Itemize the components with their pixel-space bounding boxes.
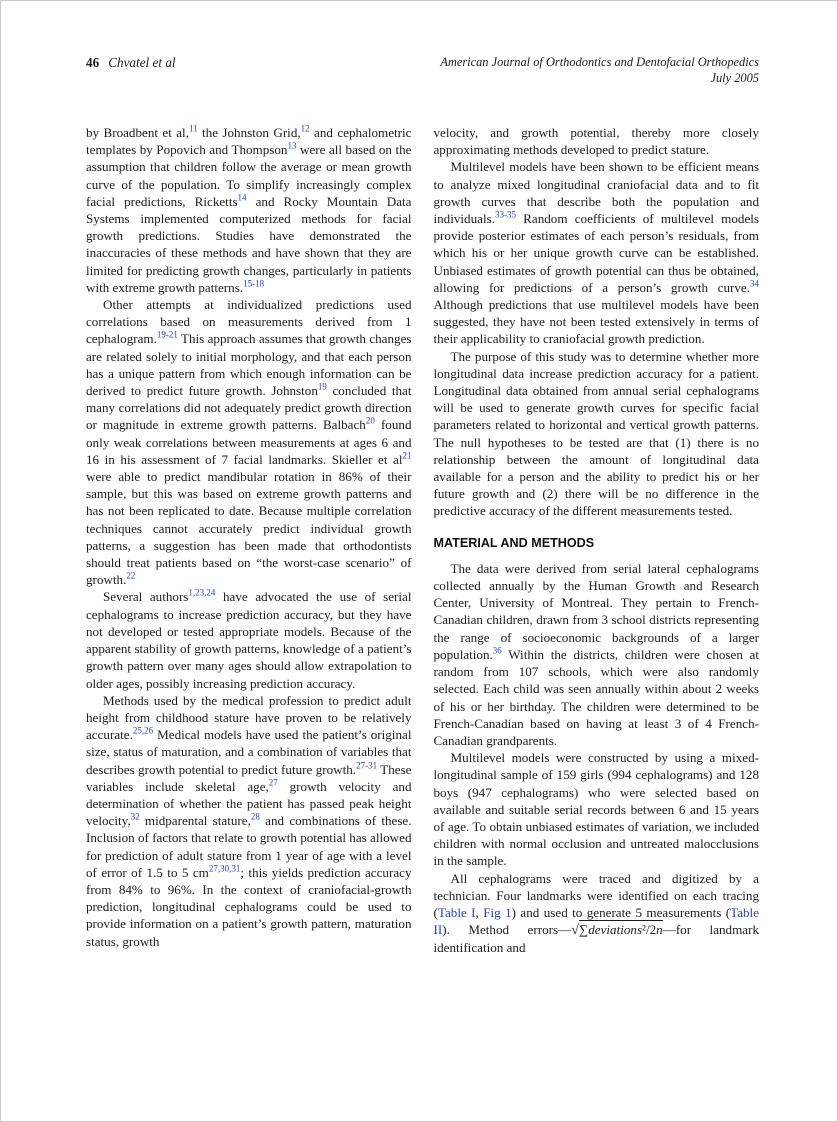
running-head-right [440, 55, 759, 86]
reference-link[interactable]: 1,23,24 [188, 588, 216, 599]
reference-link[interactable]: 32 [130, 811, 140, 822]
reference-link[interactable]: 13 [287, 140, 297, 151]
page-number: 46 [86, 55, 100, 70]
right-column [434, 124, 760, 957]
section-heading: MATERIAL AND METHODS [433, 535, 595, 550]
cross-reference-link[interactable]: Table I [437, 904, 476, 920]
journal-title: American Journal of Orthodontics and Dentofacial Orthopedics [440, 55, 759, 69]
reference-link[interactable]: 22 [126, 570, 136, 581]
paragraph: Multilevel models have been shown to be efficient means to analyze mixed longitudinal craniofacial data and to fit growth curves that describe both the population and individuals.$^{33-35}$ Random coefficients of multilevel models provide posterior estimates of each person’s residuals, from which his or her unique growth curve can be established. Unbiased estimates of growth potential can thus be obtained, allowing for predictions of a person’s growth curve.$^{34}$ Although predictions that use multilevel models have been suggested, they have not been tested extensively in terms of their applicability to craniofacial growth prediction. [433, 159, 759, 347]
reference-link[interactable]: 28 [250, 811, 260, 822]
paragraph: Multilevel models were constructed by using a mixed-longitudinal sample of 159 girls (994 cephalograms) and 128 boys (947 cephalograms) who were selected based on available and suitable serial records between 6 and 15 years of age. To obtain unbiased estimates of variation, we included children with normal occlusion and untreated malocclusions in the sample. [433, 750, 759, 869]
issue-date: July 2005 [710, 70, 759, 85]
method-error-formula: √∑deviations²/2n [571, 922, 663, 939]
reference-link[interactable]: 27,30,31 [208, 863, 241, 874]
running-head-left [86, 55, 176, 71]
paragraph: Methods used by the medical profession to predict adult height from childhood stature have proven to be relatively accurate.$^{25,26}$ Medical models have used the patient’s original size, status of maturation, and a combination of variables that describes growth potential to predict future growth.$^{27-31}$ These variables include skeletal age,$^{27}$ growth velocity and determination of whether the patient has passed peak height velocity,$^{32}$ midparental stature,$^{28}$ and combinations of these. Inclusion of factors that relate to growth potential has allowed for prediction of adult stature from 1 year of age with a level of error of 1.5 to 5 cm$^{27,30,31}$; this yields prediction accuracy from 84% to 96%. In the context of craniofacial-growth prediction, longitudinal cephalograms could be used to provide information on a patient’s growth pattern, maturation status, growth [86, 692, 412, 949]
reference-link[interactable]: 15-18 [243, 278, 265, 289]
article-body [86, 124, 759, 957]
paragraph: The data were derived from serial lateral cephalograms collected annually by the Human Growth and Research Center, University of Montreal. They pertain to French-Canadian children, drawn from 3 school districts representing the range of socioeconomic backgrounds of a larger population.$^{36}$ Within the districts, children were chosen at random from 107 schools, which were also randomly selected. Each child was seen annually within about 2 weeks of his or her birthday. The children were determined to be French-Canadian based on having at least 3 of 4 French-Canadian grandparents. [433, 560, 759, 748]
paragraph: by Broadbent et al,$^{11}$ the Johnston Grid,$^{12}$ and cephalometric templates by Popovich and Thompson$^{13}$ were all based on the assumption that children follow the average or mean growth curve of the population. To simplify increasingly complex facial predictions, Ricketts$^{14}$ and Rocky Mountain Data Systems implemented computerized methods for facial growth predictions. Studies have demonstrated the inaccuracies of these methods and have shown that they are limited for predicting growth changes, particularly in patients with extreme growth patterns.$^{15-18}$ [86, 123, 412, 295]
reference-link[interactable]: 36 [492, 645, 502, 656]
paragraph: Other attempts at individualized predictions used correlations based on measurements derived from 1 cephalogram.$^{19-21}$ This approach assumes that growth changes are related solely to initial morphology, and that each person has a unique pattern from which enough information can be derived to predict future growth. Johnston$^{19}$ concluded that many correlations did not adequately predict growth direction or magnitude in extreme growth patterns. Balbach$^{20}$ found only weak correlations between measurements at ages 6 and 16 in his assessment of 7 facial landmarks. Skieller et al$^{21}$ were able to predict mandibular rotation in 86% of their sample, but this was based on extreme growth patterns and has not been replicated to date. Because multiple correlation techniques cannot accurately predict individual growth patterns, a suggestion has been made that orthodontists should treat patients based on “the worst-case scenario” of growth.$^{22}$ [86, 297, 412, 588]
reference-link[interactable]: 34 [750, 278, 759, 289]
reference-link[interactable]: 14 [237, 192, 247, 203]
left-column [86, 124, 412, 957]
reference-link[interactable]: 21 [402, 450, 412, 461]
reference-link[interactable]: 20 [365, 416, 375, 427]
paragraph: velocity, and growth potential, thereby more closely approximating methods developed to predict stature. [433, 125, 759, 158]
reference-link[interactable]: 12 [300, 123, 310, 134]
paragraph: The purpose of this study was to determine whether more longitudinal data increase prediction accuracy for a patient. Longitudinal data obtained from annual serial cephalograms will be used to generate growth curves for specific facial parameters related to horizontal and vertical growth patterns. The null hypotheses to be tested are that (1) there is no relationship between the amount of longitudinal data available for a person and the ability to predict his or her future growth and (2) there will be no difference in the predictive accuracy of the different measurements tested. [433, 348, 759, 519]
reference-link[interactable]: 25,26 [132, 725, 154, 736]
reference-link[interactable]: 11 [188, 123, 198, 134]
cross-reference-link[interactable]: Table II [433, 904, 760, 938]
page-header [86, 55, 759, 86]
paragraph: Several authors$^{1,23,24}$ have advocated the use of serial cephalograms to increase prediction accuracy, but they have not developed or tested appropriate models. Because of the apparent stability of growth patterns, knowledge of a patient’s growth pattern over many ages should allow extrapolation to older ages, possibly increasing prediction accuracy. [86, 588, 412, 691]
reference-link[interactable]: 33-35 [494, 209, 516, 220]
radical-sign: √ [571, 923, 579, 939]
reference-link[interactable]: 27-31 [356, 760, 378, 771]
paragraph: All cephalograms were traced and digitized by a technician. Four landmarks were identified on each tracing (Table I, Fig 1) and used to generate 5 measurements (Table II). Method errors—√∑deviations²/2n—for landmark identification and [433, 870, 760, 956]
reference-link[interactable]: 27 [268, 777, 278, 788]
running-authors: Chvatel et al [108, 55, 176, 70]
cross-reference-link[interactable]: Fig 1 [483, 904, 512, 920]
reference-link[interactable]: 19-21 [156, 330, 178, 341]
reference-link[interactable]: 19 [317, 381, 327, 392]
